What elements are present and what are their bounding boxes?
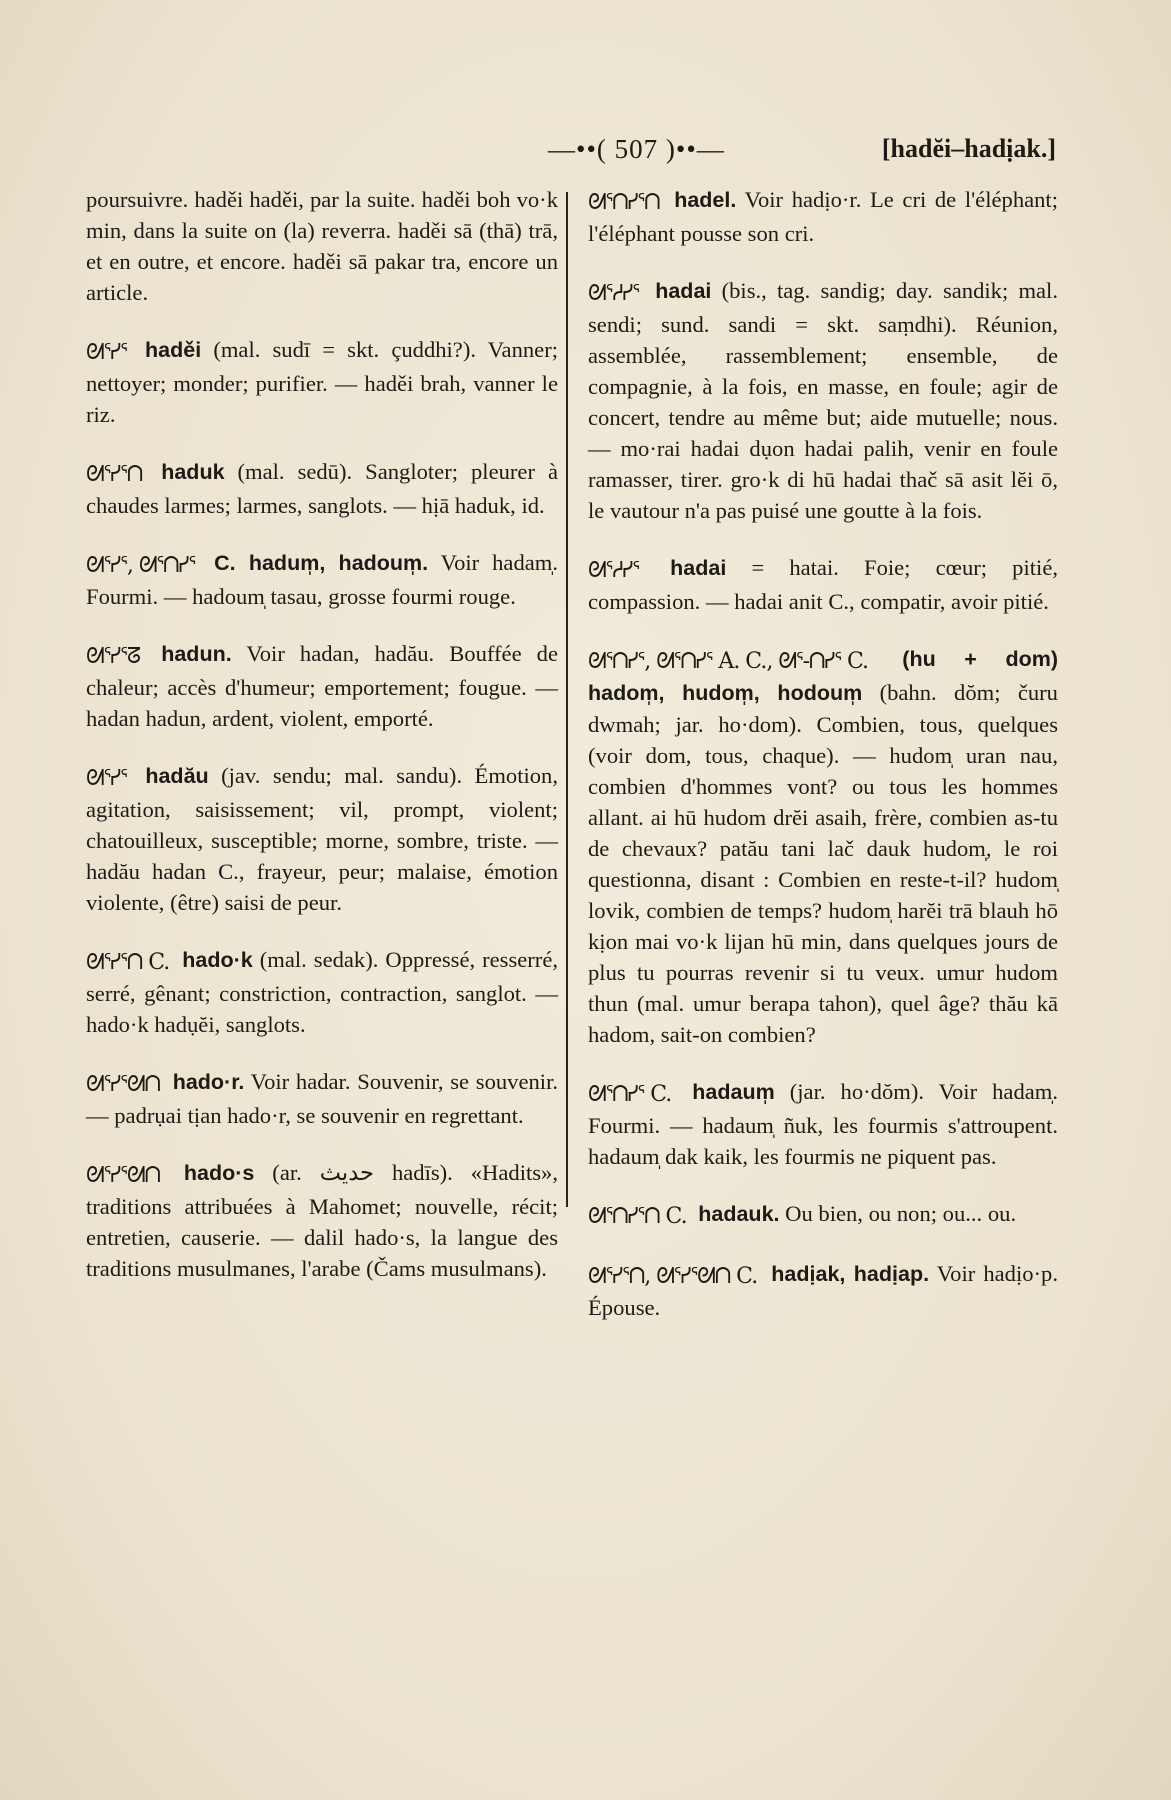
entry-headword: (hu + dom) hadom̩, hudom̩, hodoum̩	[588, 647, 1058, 705]
entry-text	[588, 1076, 1058, 1172]
entry-headword: hado·k	[182, 948, 253, 972]
dictionary-entry	[86, 944, 558, 1040]
entry-definition: (mal. sedak). Oppressé, resserré, serré, gênant; constriction, contraction, sanglot. — hado·k hadụĕi, sanglots.	[86, 947, 558, 1037]
entry-text	[86, 1066, 558, 1131]
cham-script-glyphs: ᘛᕐᑎᓯᕐᑎ	[588, 190, 660, 215]
entry-text	[588, 1198, 1058, 1232]
cham-script-glyphs: ᘛᕐᓯᕐ, ᘛᕐᑎᓯᕐ	[86, 553, 196, 578]
entry-definition: Voir hadịo·r. Le cri de l'éléphant; l'éléphant pousse son cri.	[588, 187, 1058, 246]
entry-definition: = hatai. Foie; cœur; pitié, compassion. — hadai anit C., compatir, avoir pitié.	[588, 555, 1058, 614]
cham-script-glyphs: ᘛᕐᓯᕐᘛᑎ	[86, 1163, 160, 1188]
dictionary-entry	[86, 1066, 558, 1131]
dictionary-entry	[588, 643, 1058, 1050]
running-head: [hadĕi–hadịak.]	[881, 134, 1056, 163]
dictionary-entry	[588, 184, 1058, 249]
entry-headword: hadău	[145, 764, 209, 788]
page-number: —••( 507 )••—	[548, 134, 725, 164]
entry-text	[86, 944, 558, 1040]
cham-script-glyphs: ᘛᕐᓯᕐ	[86, 766, 127, 791]
entry-headword: hadịak, hadịap.	[771, 1262, 930, 1286]
entry-text	[86, 456, 558, 521]
cham-script-glyphs: ᘛᕐᓯᕐᑎ C.	[86, 950, 170, 975]
cham-script-glyphs: ᘛᕐᓯᕐᑎ, ᘛᕐᓯᕐᘛᑎ C.	[588, 1264, 758, 1289]
entry-headword: hado·r.	[172, 1070, 245, 1094]
right-column	[588, 184, 1058, 1349]
entry-definition: (bahn. dŏm; čuru dwmah; jar. ho·dom). Combien, tous, quelques (voir dom, tous, chaque). — hudom̩ uran nau, combien d'hommes vont? ou tous les hommes allant. ai hū hudom drĕi asaih, frère, combien as-tu de chevaux? patău tani lač dauk hudom̩, le roi questionna, disant : Combien en reste-t-il? hudom̩ lovik, combien de temps? hudom̩ harĕi trā blauh hō kịon mai vo·k lijan hū min, dans quelques jours de plus tu pourras revenir si tu veux. umur hudom thun (mal. umur berapa tahon), quel âge? thău kā hadom, sait-on combien?	[588, 680, 1058, 1047]
entry-text	[86, 547, 558, 612]
cham-script-glyphs: ᘛᕐᓯᕐ	[86, 340, 127, 365]
entry-definition: (mal. sedū). Sangloter; pleurer à chaudes larmes; larmes, sanglots. — hịā haduk, id.	[86, 459, 558, 518]
dictionary-entry	[86, 1157, 558, 1284]
entry-headword: hadai	[655, 279, 712, 303]
dictionary-entry	[86, 334, 558, 430]
entry-definition: Voir hadam̩. Fourmi. — hadoum̩ tasau, grosse fourmi rouge.	[86, 550, 558, 609]
entry-text	[86, 334, 558, 430]
entry-definition: (jar. ho·dŏm). Voir hadam̩. Fourmi. — hadaum̩ ñuk, les fourmis s'attroupent. hadaum̩ dak kaik, les fourmis ne piquent pas.	[588, 1079, 1058, 1169]
dictionary-entry	[588, 1076, 1058, 1172]
entry-headword: hadaum̩	[692, 1080, 775, 1104]
entry-headword: hadai	[670, 556, 727, 580]
entry-headword: hadun.	[161, 642, 232, 666]
entry-headword: haduk	[161, 460, 225, 484]
continuation-text: poursuivre. haděi haděi, par la suite. haděi boh vo·k min, dans la suite on (la) reverra. haděi sā (thā) trā, et en outre, et encore. haděi sā pakar tra, encore un article.	[86, 187, 558, 305]
entry-headword: C. hadum̩, hadoum̩.	[214, 551, 429, 575]
cham-script-glyphs: ᘛᕐᑎᓯᕐᑎ C.	[588, 1204, 687, 1229]
dictionary-entry	[86, 547, 558, 612]
entry-definition: Ou bien, ou non; ou... ou.	[779, 1201, 1017, 1226]
cham-script-glyphs: ᘛᕐᑎᓯᕐ, ᘛᕐᑎᓯᕐ A. C., ᘛᕐ-ᑎᓯᕐ C.	[588, 649, 869, 674]
entry-text	[86, 1157, 558, 1284]
right-entries	[588, 184, 1058, 1323]
entry-definition: (ar. حديث hadīs). «Hadits», traditions attribuées à Mahomet; nouvelle, récit; entretien, causerie. — dalil hado·s, la langue des traditions musulmanes, l'arabe (Čams musulmans).	[86, 1160, 558, 1281]
left-entries	[86, 334, 558, 1284]
cham-script-glyphs: ᘛᕐᓱᓯᕐ	[588, 281, 639, 306]
entry-definition: (bis., tag. sandig; day. sandik; mal. sendi; sund. sandi = skt. saṃdhi). Réunion, assemblée, rassemblement; ensemble, de compagnie, à la fois, en masse, en foule; agir de concert, tendre au même but; aide mutuelle; nous. — mo·rai hadai dụon hadai palih, venir en foule ramasser, tirer. gro·k di hū hadai thač sā asit lĕi ō, le vautour n'a pas puisé une goutte à la fois.	[588, 278, 1058, 523]
dictionary-entry	[588, 1258, 1058, 1323]
column-divider	[566, 192, 568, 1207]
entry-headword: hadauk.	[698, 1202, 780, 1226]
entry-text	[86, 760, 558, 918]
dictionary-entry	[588, 1198, 1058, 1232]
entry-definition: Voir hadịo·p. Épouse.	[588, 1261, 1058, 1320]
cham-script-glyphs: ᘛᕐᓯᕐᑎ	[86, 462, 143, 487]
left-column	[86, 184, 558, 1310]
cham-script-glyphs: ᘛᕐᑎᓯᕐ C.	[588, 1082, 672, 1107]
dictionary-entry	[588, 275, 1058, 526]
entry-headword: haděi	[145, 338, 202, 362]
entry-headword: hadel.	[674, 188, 737, 212]
entry-definition: (mal. sudī = skt. çuddhi?). Vanner; nettoyer; monder; purifier. — haděi brah, vanner le riz.	[86, 337, 558, 427]
entry-definition: (jav. sendu; mal. sandu). Émotion, agitation, saisissement; vil, prompt, violent; chatouilleux, susceptible; morne, sombre, triste. — hadău hadan C., frayeur, peur; malaise, émotion violente, (être) saisi de peur.	[86, 763, 558, 915]
dictionary-entry	[86, 760, 558, 918]
entry-text	[588, 275, 1058, 526]
dictionary-entry	[86, 456, 558, 521]
dictionary-entry	[86, 638, 558, 734]
cham-script-glyphs: ᘛᕐᓯᕐᘛᑎ	[86, 1072, 160, 1097]
dictionary-entry	[588, 552, 1058, 617]
entry-text	[86, 638, 558, 734]
entry-text	[588, 1258, 1058, 1323]
entry-text	[588, 552, 1058, 617]
cham-script-glyphs: ᘛᕐᓯᕐᘔ	[86, 644, 141, 669]
page-header	[88, 134, 1056, 174]
entry-text	[588, 184, 1058, 249]
entry-definition: Voir hadar. Souvenir, se souvenir. — padrụai tịan hado·r, se souvenir en regrettant.	[86, 1069, 558, 1128]
cham-script-glyphs: ᘛᕐᓱᓯᕐ	[588, 558, 639, 583]
entry-text	[588, 643, 1058, 1050]
entry-definition: Voir hadan, hadău. Bouffée de chaleur; accès d'humeur; emportement; fougue. — hadan hadun, ardent, violent, emporté.	[86, 641, 558, 731]
entry-headword: hado·s	[183, 1161, 255, 1185]
